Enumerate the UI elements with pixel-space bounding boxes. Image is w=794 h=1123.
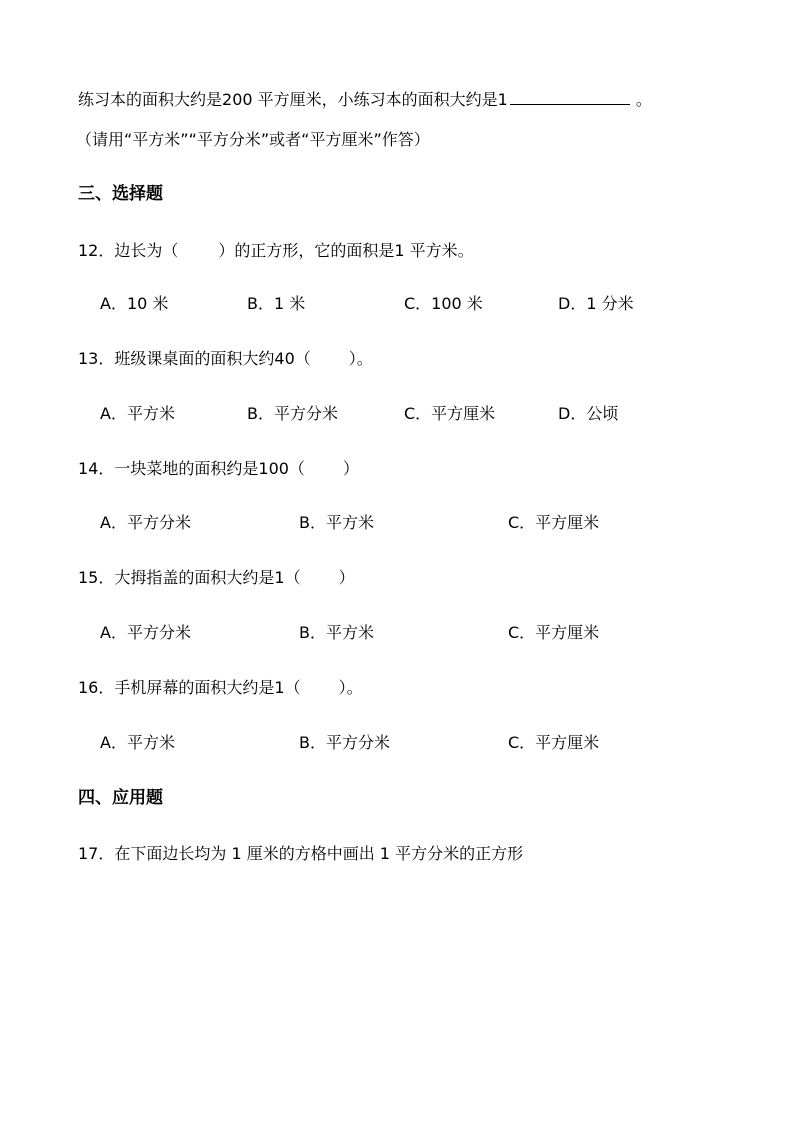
question-stem-a: 一块菜地的面积约是 xyxy=(114,459,259,478)
fill-in-number: 200 xyxy=(222,90,253,109)
question-stem-b: 40（ xyxy=(274,349,311,368)
fill-in-text-b: 平方厘米，小练习本的面积大约是 xyxy=(252,90,498,109)
option-a[interactable]: A．平方分米 xyxy=(100,623,191,642)
option-b[interactable]: B．平方分米 xyxy=(299,733,390,752)
question-17: 17．在下面边长均为 1 厘米的方格中画出 1 平方分米的正方形 xyxy=(78,844,524,863)
question-stem-b: 100（ xyxy=(258,459,305,478)
option-a[interactable]: A．平方分米 xyxy=(100,513,191,532)
question-stem-a: 边长为（ xyxy=(114,241,179,260)
option-b[interactable]: B．平方米 xyxy=(299,513,374,532)
option-c[interactable]: C．平方厘米 xyxy=(508,623,600,642)
option-d[interactable]: D．公顷 xyxy=(558,404,619,423)
question-15 xyxy=(78,568,355,588)
option-a[interactable]: A．10 米 xyxy=(100,294,169,313)
option-a[interactable]: A．平方米 xyxy=(100,733,175,752)
question-number: 13． xyxy=(78,349,115,368)
question-stem-c: ） xyxy=(342,459,359,478)
answer-blank[interactable] xyxy=(510,88,630,105)
question-stem-b: 1（ xyxy=(274,568,301,587)
question-13 xyxy=(78,349,373,369)
option-d[interactable]: D．1 分米 xyxy=(558,294,634,313)
question-stem-a: 班级课桌面的面积大约 xyxy=(114,349,275,368)
question-stem-b: ）的正方形，它的面积是 xyxy=(218,241,395,260)
question-number: 12． xyxy=(78,241,115,260)
section-title-choice: 三、选择题 xyxy=(78,184,163,204)
fill-in-number-2: 1 xyxy=(497,90,508,109)
question-12 xyxy=(78,241,474,261)
question-stem-c: ）。 xyxy=(348,349,373,368)
option-c[interactable]: C．平方厘米 xyxy=(508,733,600,752)
section-title-application: 四、应用题 xyxy=(78,788,163,808)
fill-in-question xyxy=(78,88,652,110)
fill-in-text-a: 练习本的面积大约是 xyxy=(78,90,223,109)
fill-in-instruction: （请用“平方米”“平方分米”或者“平方厘米”作答） xyxy=(76,130,430,149)
question-16 xyxy=(78,678,363,698)
question-stem-c: ） xyxy=(338,568,355,587)
option-c[interactable]: C．平方厘米 xyxy=(404,404,496,423)
question-number: 14． xyxy=(78,459,115,478)
question-stem-b: 1（ xyxy=(274,678,301,697)
option-b[interactable]: B．平方分米 xyxy=(247,404,338,423)
question-stem-a: 大拇指盖的面积大约是 xyxy=(114,568,275,587)
question-14 xyxy=(78,459,359,479)
option-a[interactable]: A．平方米 xyxy=(100,404,175,423)
question-stem-c: 1 平方米。 xyxy=(394,241,474,260)
option-c[interactable]: C．平方厘米 xyxy=(508,513,600,532)
option-b[interactable]: B．平方米 xyxy=(299,623,374,642)
question-stem-a: 手机屏幕的面积大约是 xyxy=(114,678,275,697)
option-c[interactable]: C．100 米 xyxy=(404,294,483,313)
question-number: 15． xyxy=(78,568,115,587)
question-stem-c: ）。 xyxy=(338,678,363,697)
fill-in-end: 。 xyxy=(635,90,652,109)
question-number: 16． xyxy=(78,678,115,697)
option-b[interactable]: B．1 米 xyxy=(247,294,306,313)
